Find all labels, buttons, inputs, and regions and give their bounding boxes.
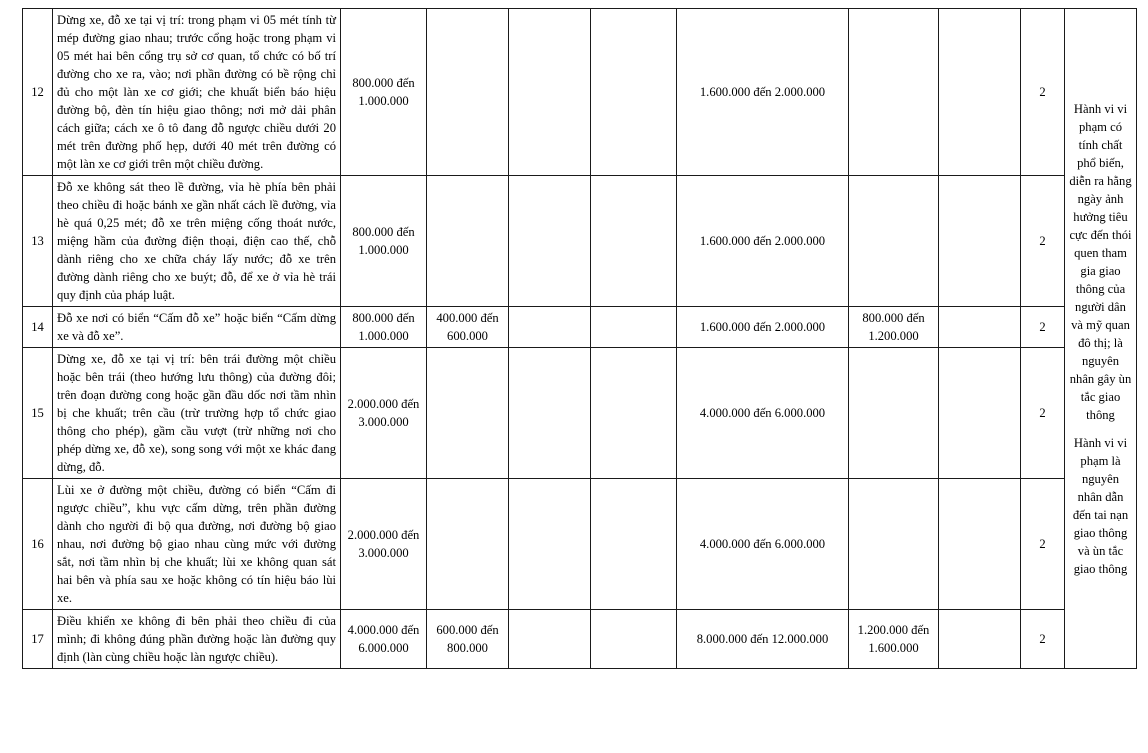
row-points: 2 [1021, 176, 1065, 307]
row-fine-col5: 4.000.000 đến 6.000.000 [677, 479, 849, 610]
row-fine-col1: 4.000.000 đến 6.000.000 [341, 610, 427, 669]
row-fine-col6: 1.200.000 đến 1.600.000 [849, 610, 939, 669]
row-fine-col3 [509, 176, 591, 307]
row-fine-col4 [591, 307, 677, 348]
row-points: 2 [1021, 479, 1065, 610]
row-points: 2 [1021, 610, 1065, 669]
row-fine-col2 [427, 479, 509, 610]
row-description: Đỗ xe nơi có biển “Cấm đỗ xe” hoặc biển “Cấm dừng xe và đỗ xe”. [53, 307, 341, 348]
row-fine-col5: 1.600.000 đến 2.000.000 [677, 9, 849, 176]
table-row [23, 9, 1137, 176]
row-fine-col4 [591, 610, 677, 669]
row-index: 15 [23, 348, 53, 479]
row-fine-col1: 2.000.000 đến 3.000.000 [341, 348, 427, 479]
row-description: Dừng xe, đỗ xe tại vị trí: bên trái đường một chiều hoặc bên trái (theo hướng lưu thông) của đường đôi; trên đoạn đường cong hoặc gần đầu dốc nơi tầm nhìn bị che khuất; trên cầu (trừ trường hợp tổ chức giao thông cho phép), gầm cầu vượt (trừ những nơi cho phép dừng xe, đỗ xe), song song với một xe khác đang dừng, đỗ. [53, 348, 341, 479]
violation-penalty-table [22, 8, 1137, 669]
row-fine-col2: 400.000 đến 600.000 [427, 307, 509, 348]
row-note [1065, 9, 1137, 669]
row-fine-col7 [939, 9, 1021, 176]
row-description: Lùi xe ở đường một chiều, đường có biển “Cấm đi ngược chiều”, khu vực cấm dừng, trên phần đường dành cho người đi bộ qua đường, nơi đường bộ giao nhau, nơi đường bộ giao nhau cùng mức với đường sắt, nơi tầm nhìn bị che khuất; lùi xe không quan sát hai bên và phía sau xe hoặc không có tín hiệu báo lùi xe. [53, 479, 341, 610]
note-divider [1069, 424, 1132, 434]
row-fine-col6: 800.000 đến 1.200.000 [849, 307, 939, 348]
row-fine-col3 [509, 307, 591, 348]
row-fine-col2 [427, 9, 509, 176]
row-fine-col3 [509, 479, 591, 610]
row-description: Điều khiển xe không đi bên phải theo chiều đi của mình; đi không đúng phần đường hoặc làn đường quy định (làn cùng chiều hoặc làn ngược chiều). [53, 610, 341, 669]
row-fine-col4 [591, 479, 677, 610]
row-fine-col6 [849, 9, 939, 176]
row-fine-col1: 800.000 đến 1.000.000 [341, 176, 427, 307]
row-index: 13 [23, 176, 53, 307]
row-points: 2 [1021, 307, 1065, 348]
row-points: 2 [1021, 9, 1065, 176]
row-index: 17 [23, 610, 53, 669]
row-index: 16 [23, 479, 53, 610]
row-index: 14 [23, 307, 53, 348]
row-description: Đỗ xe không sát theo lề đường, vỉa hè phía bên phải theo chiều đi hoặc bánh xe gần nhất cách lề đường, vỉa hè quá 0,25 mét; đỗ xe trên miệng cống thoát nước, miệng hầm của đường điện thoại, điện cao thế, chỗ dành riêng cho xe chữa cháy lấy nước; đỗ xe trên đường dành riêng cho xe buýt; đỗ, để xe ở vỉa hè trái quy định của pháp luật. [53, 176, 341, 307]
row-fine-col1: 800.000 đến 1.000.000 [341, 9, 427, 176]
row-fine-col2 [427, 348, 509, 479]
row-description: Dừng xe, đỗ xe tại vị trí: trong phạm vi 05 mét tính từ mép đường giao nhau; trước cổng hoặc trong phạm vi 05 mét hai bên cổng trụ sở cơ quan, tổ chức có bố trí đường cho xe ra, vào; nơi phần đường có bề rộng chỉ đủ cho một làn xe cơ giới; che khuất biển báo hiệu đường bộ, đèn tín hiệu giao thông; nơi mở dải phân cách giữa; cách xe ô tô đang đỗ ngược chiều dưới 20 mét trên đường phố hẹp, dưới 40 mét trên đường có một làn xe cơ giới trên một chiều đường. [53, 9, 341, 176]
row-fine-col4 [591, 176, 677, 307]
row-fine-col5: 1.600.000 đến 2.000.000 [677, 176, 849, 307]
row-fine-col5: 1.600.000 đến 2.000.000 [677, 307, 849, 348]
row-fine-col4 [591, 348, 677, 479]
row-fine-col1: 2.000.000 đến 3.000.000 [341, 479, 427, 610]
row-fine-col7 [939, 348, 1021, 479]
row-fine-col6 [849, 348, 939, 479]
row-fine-col2 [427, 176, 509, 307]
table-row [23, 307, 1137, 348]
note-text-b: Hành vi vi phạm là nguyên nhân dẫn đến tai nạn giao thông và ùn tắc giao thông [1072, 435, 1129, 576]
row-index: 12 [23, 9, 53, 176]
row-fine-col3 [509, 348, 591, 479]
row-fine-col2: 600.000 đến 800.000 [427, 610, 509, 669]
row-fine-col7 [939, 307, 1021, 348]
row-fine-col6 [849, 479, 939, 610]
row-fine-col6 [849, 176, 939, 307]
row-points: 2 [1021, 348, 1065, 479]
note-text-a: Hành vi vi phạm có tính chất phổ biến, diễn ra hằng ngày ảnh hưởng tiêu cực đến thói quen tham gia giao thông của người dân và mỹ quan đô thị; là nguyên nhân gây ùn tắc giao thông [1069, 101, 1132, 422]
row-fine-col1: 800.000 đến 1.000.000 [341, 307, 427, 348]
row-fine-col5: 4.000.000 đến 6.000.000 [677, 348, 849, 479]
table-row [23, 176, 1137, 307]
row-fine-col3 [509, 610, 591, 669]
table-row [23, 348, 1137, 479]
row-fine-col7 [939, 176, 1021, 307]
table-row [23, 610, 1137, 669]
table-row [23, 479, 1137, 610]
row-fine-col4 [591, 9, 677, 176]
row-fine-col7 [939, 479, 1021, 610]
row-fine-col3 [509, 9, 591, 176]
row-fine-col7 [939, 610, 1021, 669]
row-fine-col5: 8.000.000 đến 12.000.000 [677, 610, 849, 669]
